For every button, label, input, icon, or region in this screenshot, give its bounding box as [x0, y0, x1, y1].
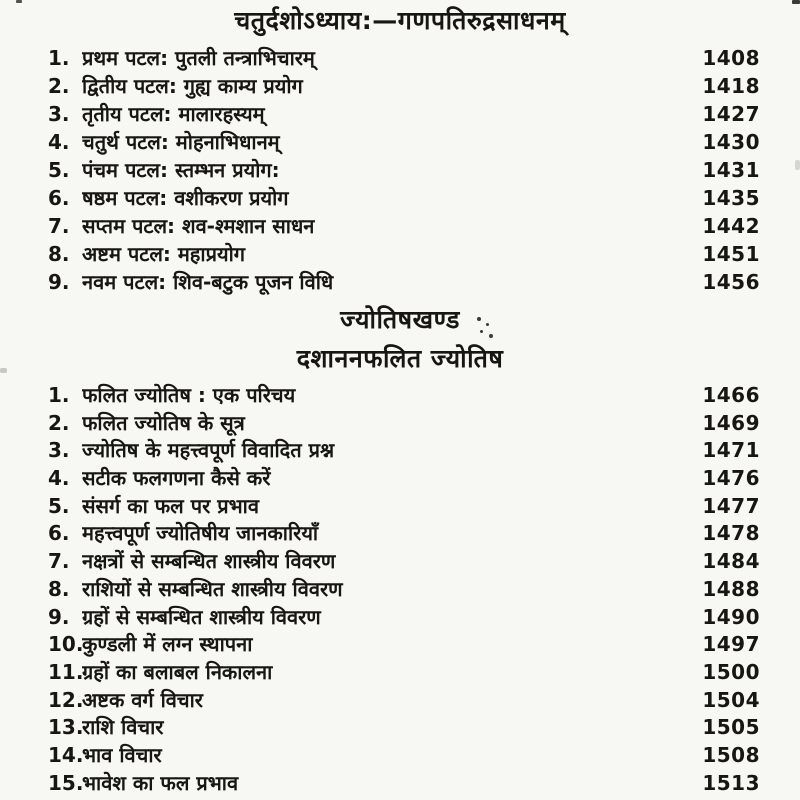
toc-item-page: 1500 [702, 659, 760, 684]
table-row [48, 769, 760, 797]
toc-item-page: 1508 [702, 742, 760, 767]
table-row [48, 44, 760, 72]
toc-item-title: प्रथम पटल: पुतली तन्त्राभिचारम् [82, 46, 315, 70]
table-row [48, 658, 760, 686]
toc-item-page: 1466 [702, 383, 760, 407]
toc-item-title: द्वितीय पटल: गुह्य काम्य प्रयोग [82, 74, 303, 98]
toc-item-title: सटीक फलगणना कैसे करें [82, 466, 271, 491]
toc-item-title: तृतीय पटल: मालारहस्यम् [82, 102, 265, 126]
toc-item-page: 1418 [702, 74, 760, 98]
table-row [48, 741, 760, 769]
table-row [48, 519, 760, 547]
scan-noise-speck [16, 0, 22, 3]
scan-noise-speck [792, 0, 800, 4]
toc-item-title: फलित ज्योतिष : एक परिचय [82, 383, 296, 407]
toc-item-number: 10. [48, 632, 84, 657]
table-row [48, 713, 760, 741]
toc-item-title: षष्ठम पटल: वशीकरण प्रयोग [82, 186, 289, 210]
toc-item-page: 1504 [702, 687, 760, 712]
toc-item-number: 13. [48, 715, 84, 740]
toc-list-jyotish [0, 375, 800, 796]
toc-item-number: 2. [48, 74, 70, 98]
toc-item-number: 6. [48, 186, 70, 210]
toc-item-page: 1490 [702, 604, 760, 629]
table-row [48, 464, 760, 492]
scan-noise-speck [795, 160, 800, 170]
toc-item-title: फलित ज्योतिष के सूत्र [82, 410, 245, 435]
toc-item-number: 7. [48, 214, 70, 238]
toc-item-number: 3. [48, 102, 70, 126]
toc-item-number: 11. [48, 659, 84, 684]
scan-noise-speck [480, 330, 483, 333]
toc-item-page: 1497 [702, 632, 760, 657]
toc-item-number: 1. [48, 46, 70, 70]
toc-item-number: 2. [48, 410, 70, 435]
toc-item-title: चतुर्थ पटल: मोहनाभिधानम् [82, 130, 280, 154]
toc-item-page: 1484 [702, 549, 760, 574]
toc-item-page: 1477 [702, 493, 760, 518]
toc-item-number: 7. [48, 549, 70, 574]
toc-item-number: 5. [48, 493, 70, 518]
table-row [48, 603, 760, 631]
toc-item-number: 4. [48, 466, 70, 491]
toc-item-page: 1471 [702, 438, 760, 463]
table-row [48, 575, 760, 603]
toc-item-page: 1442 [702, 214, 760, 238]
toc-list-chapter14 [0, 37, 800, 296]
toc-item-number: 4. [48, 130, 70, 154]
toc-item-title: नक्षत्रों से सम्बन्धित शास्त्रीय विवरण [82, 549, 336, 574]
toc-item-title: महत्त्वपूर्ण ज्योतिषीय जानकारियाँ [82, 521, 319, 546]
toc-item-page: 1430 [702, 130, 760, 154]
toc-item-title: नवम पटल: शिव-बटुक पूजन विधि [82, 270, 334, 294]
section-heading-jyotish-khand: ज्योतिषखण्ड [340, 305, 460, 334]
toc-item-page: 1456 [702, 270, 760, 294]
toc-item-number: 6. [48, 521, 70, 546]
table-row [48, 128, 760, 156]
table-row [48, 547, 760, 575]
toc-item-title: ग्रहों का बलाबल निकालना [82, 659, 273, 684]
toc-item-page: 1451 [702, 242, 760, 266]
toc-item-number: 9. [48, 270, 70, 294]
chapter-heading: चतुर्दशोऽध्याय:—गणपतिरुद्रसाधनम् [234, 6, 566, 35]
toc-item-number: 5. [48, 158, 70, 182]
toc-item-page: 1431 [702, 158, 760, 182]
table-row [48, 100, 760, 128]
toc-item-page: 1427 [702, 102, 760, 126]
table-row [48, 212, 760, 240]
toc-item-number: 15. [48, 770, 84, 795]
table-row [48, 630, 760, 658]
toc-item-page: 1505 [702, 715, 760, 740]
toc-item-title: पंचम पटल: स्तम्भन प्रयोग: [82, 158, 280, 182]
toc-item-number: 8. [48, 576, 70, 601]
toc-item-page: 1488 [702, 576, 760, 601]
toc-item-number: 3. [48, 438, 70, 463]
toc-item-number: 1. [48, 383, 70, 407]
toc-item-number: 14. [48, 742, 84, 767]
table-row [48, 268, 760, 296]
table-row [48, 492, 760, 520]
toc-item-page: 1408 [702, 46, 760, 70]
toc-item-title: राशि विचार [82, 715, 164, 740]
toc-item-page: 1476 [702, 466, 760, 491]
scan-noise-speck [0, 368, 7, 373]
toc-item-title: भाव विचार [82, 742, 162, 767]
toc-item-title: ग्रहों से सम्बन्धित शास्त्रीय विवरण [82, 604, 321, 629]
toc-item-title: अष्टक वर्ग विचार [82, 687, 203, 712]
section-subheading-dashanan-phalit-jyotish: दशाननफलित ज्योतिष [296, 344, 504, 373]
toc-item-title: सप्तम पटल: शव-श्मशान साधन [82, 214, 315, 238]
toc-item-number: 9. [48, 604, 70, 629]
toc-item-page: 1469 [702, 410, 760, 435]
toc-item-title: ज्योतिष के महत्त्वपूर्ण विवादित प्रश्न [82, 438, 335, 463]
toc-item-title: संसर्ग का फल पर प्रभाव [82, 493, 259, 518]
toc-item-title: अष्टम पटल: महाप्रयोग [82, 242, 246, 266]
toc-item-page: 1478 [702, 521, 760, 546]
scan-noise-speck [486, 323, 489, 326]
toc-item-page: 1513 [702, 770, 760, 795]
toc-item-page: 1435 [702, 186, 760, 210]
scan-noise-speck [477, 317, 481, 321]
table-row [48, 240, 760, 268]
toc-item-number: 8. [48, 242, 70, 266]
table-row [48, 156, 760, 184]
table-row [48, 72, 760, 100]
table-row [48, 686, 760, 714]
toc-item-title: कुण्डली में लग्न स्थापना [82, 632, 253, 657]
table-row [48, 436, 760, 464]
table-row [48, 409, 760, 437]
table-row [48, 184, 760, 212]
toc-item-title: राशियों से सम्बन्धित शास्त्रीय विवरण [82, 576, 343, 601]
toc-item-number: 12. [48, 687, 84, 712]
toc-item-title: भावेश का फल प्रभाव [82, 770, 239, 795]
scan-noise-speck [489, 334, 493, 338]
table-row [48, 381, 760, 409]
